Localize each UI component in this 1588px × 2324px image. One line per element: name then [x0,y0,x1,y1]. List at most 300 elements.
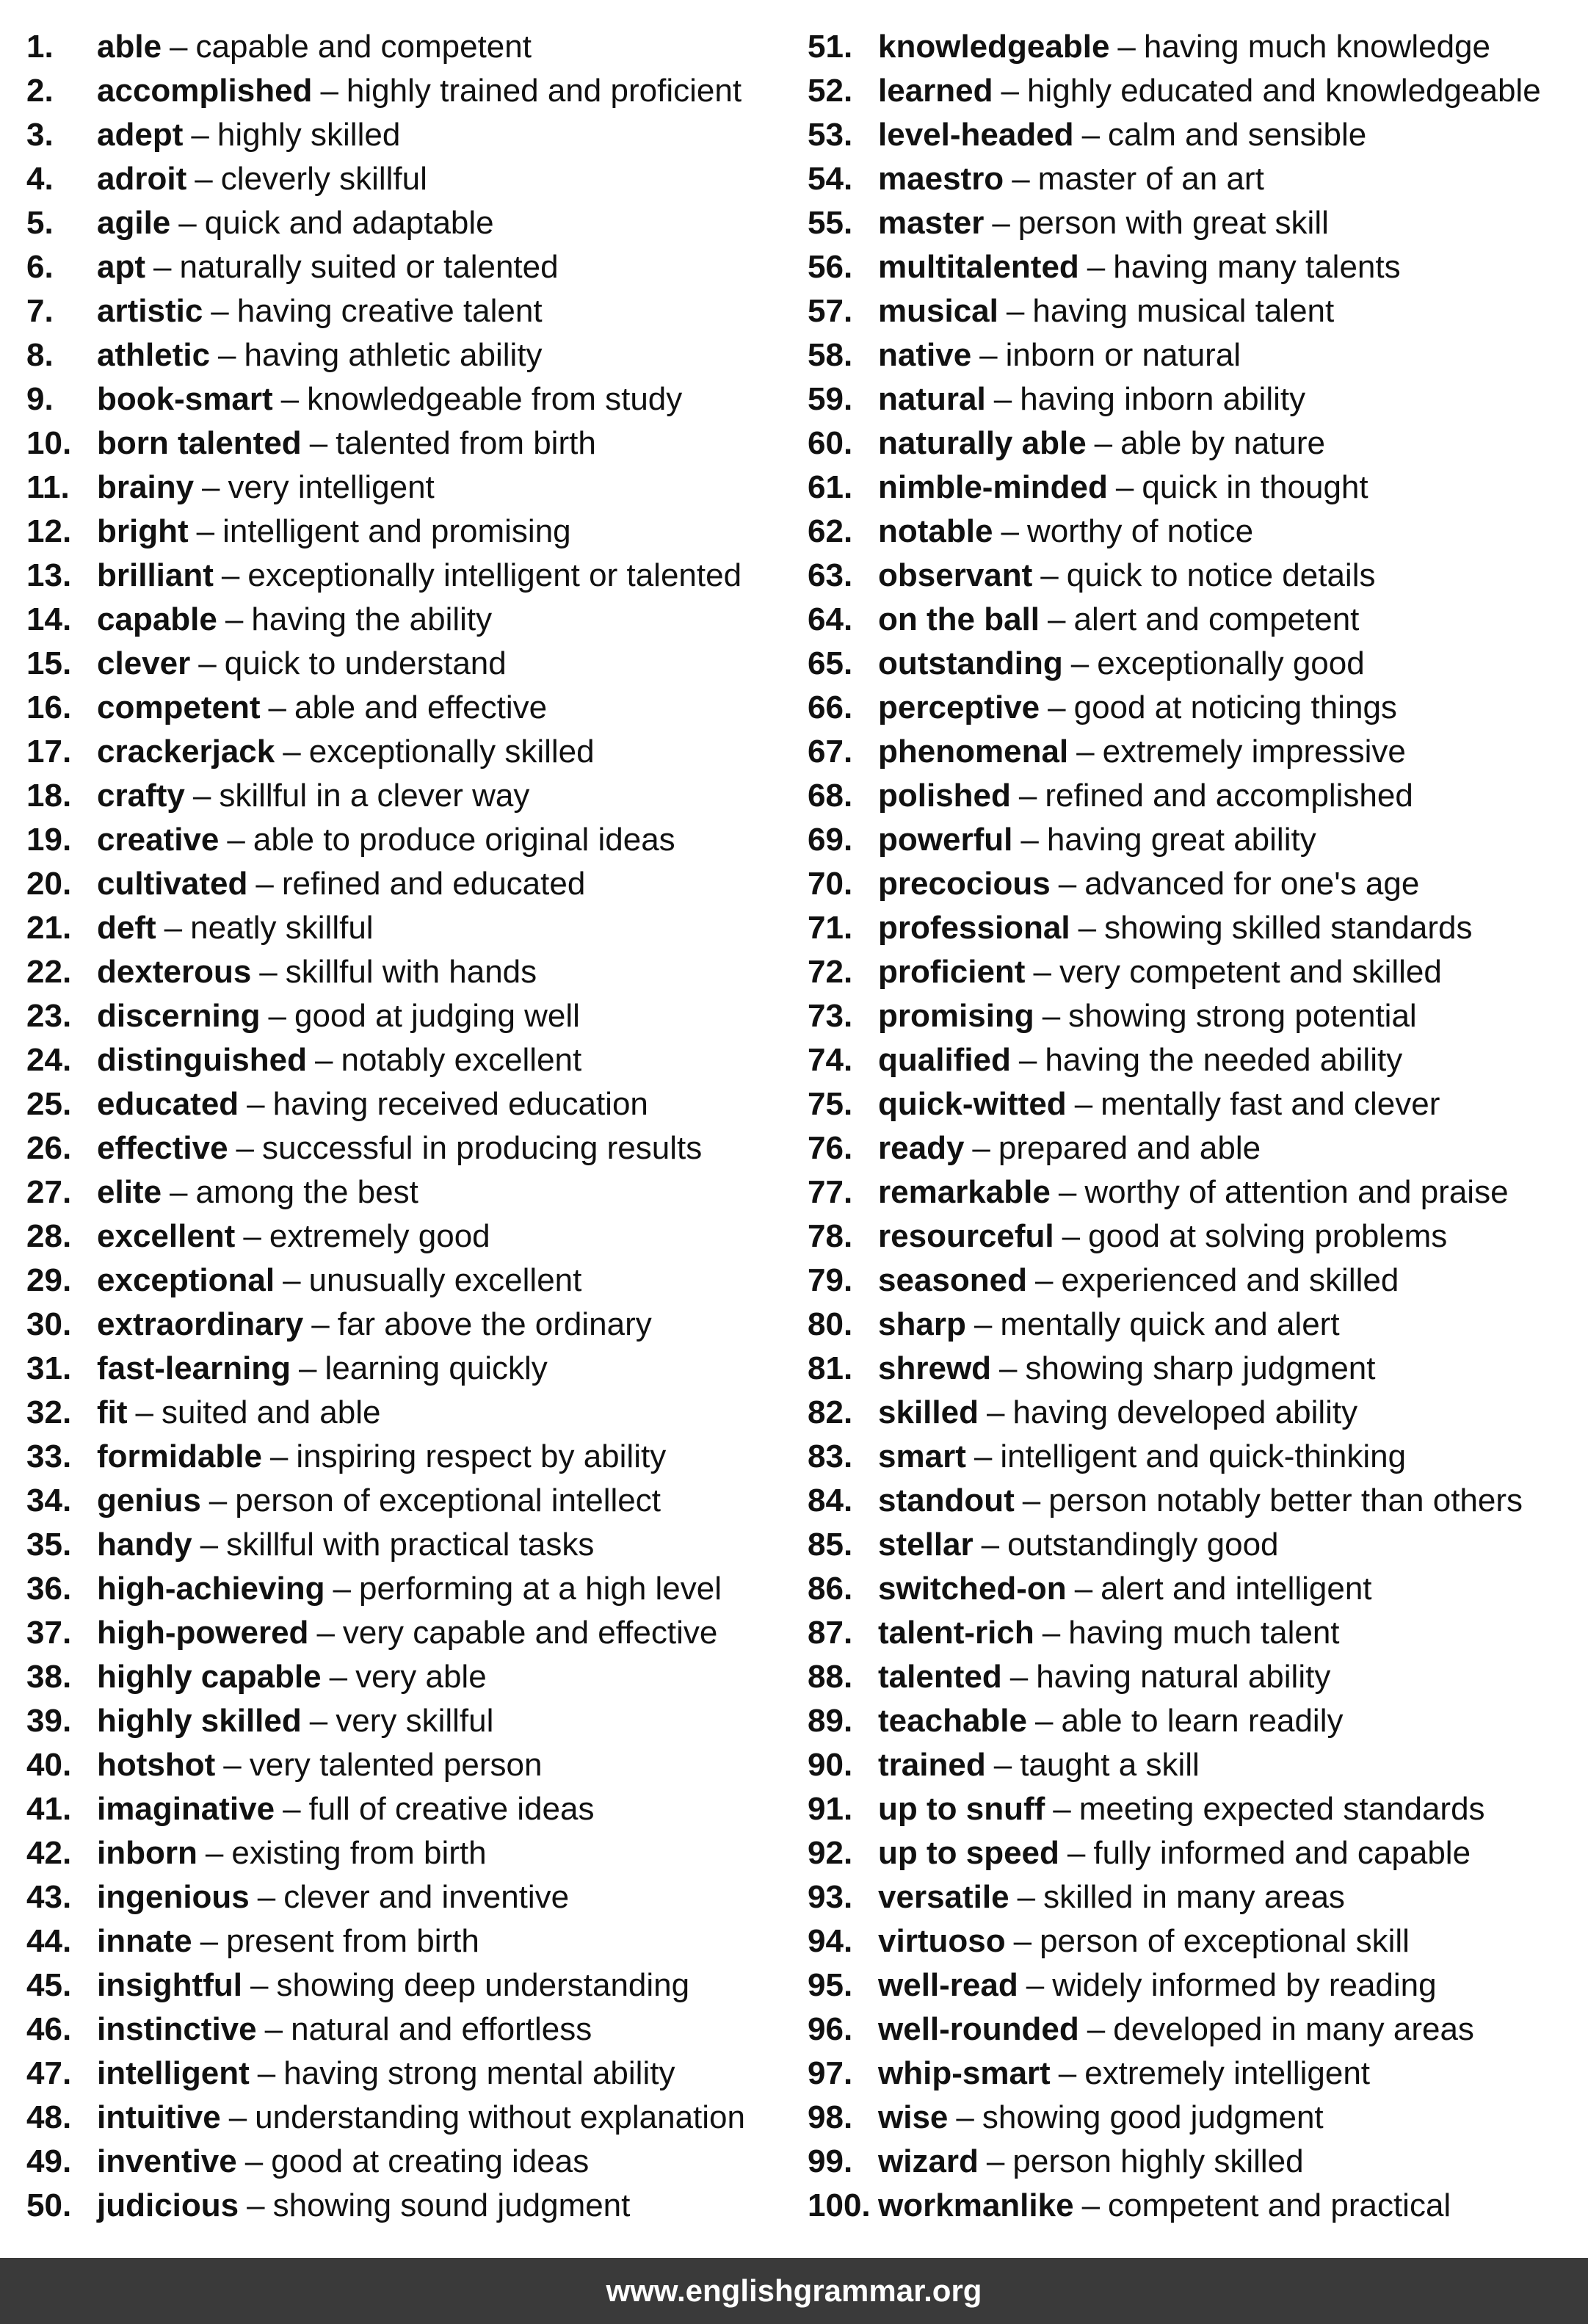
list-item [26,598,790,642]
entry-separator: – [1062,1218,1081,1254]
entry-term: inborn [97,1835,197,1871]
entry-separator: – [1081,2187,1101,2223]
entry-separator: – [178,205,197,241]
entry-definition: able to learn readily [1061,1703,1344,1739]
entry-separator: – [1020,822,1039,858]
list-item [26,1347,790,1391]
entry-definition: performing at a high level [358,1571,722,1607]
entry-text [97,245,559,289]
entry-text [97,1170,418,1215]
entry-term: competent [97,689,261,725]
entry-term: effective [97,1130,228,1166]
entry-term: innate [97,1923,192,1959]
entry-number: 5. [26,205,54,241]
word-list-left-column [26,25,790,2228]
entry-term: ready [878,1130,965,1166]
entry-text [97,1479,661,1523]
entry-separator: – [1042,998,1061,1034]
entry-definition: person of exceptional intellect [235,1483,661,1518]
entry-term: native [878,337,972,373]
entry-definition: highly educated and knowledgeable [1027,73,1541,109]
entry-number: 56. [808,249,853,285]
list-item [808,1259,1571,1303]
entry-separator: – [1053,1791,1071,1827]
list-item [808,289,1571,333]
entry-separator: – [992,205,1010,241]
entry-definition: having musical talent [1032,293,1335,329]
entry-text [97,1567,722,1611]
entry-text [878,1391,1357,1435]
entry-number: 36. [26,1571,72,1607]
entry-definition: talented from birth [336,425,596,461]
entry-definition: fully informed and capable [1093,1835,1471,1871]
entry-number: 58. [808,337,853,373]
entry-text [878,1479,1523,1523]
list-item [26,1655,790,1699]
footer-website-link[interactable]: www.englishgrammar.org [606,2273,982,2308]
entry-term: quick-witted [878,1086,1067,1122]
entry-separator: – [247,2187,265,2223]
list-item [808,421,1571,466]
entry-definition: highly skilled [217,117,401,153]
entry-separator: – [1018,778,1037,814]
entry-term: outstanding [878,645,1063,681]
entry-text [878,906,1473,950]
entry-definition: having the needed ability [1045,1042,1403,1078]
entry-text [878,950,1442,994]
entry-separator: – [244,2143,264,2179]
entry-text [97,1743,542,1787]
entry-term: phenomenal [878,734,1069,770]
entry-definition: alert and intelligent [1101,1571,1372,1607]
entry-separator: – [218,337,236,373]
entry-text [878,1787,1485,1831]
entry-separator: – [315,1042,333,1078]
entry-text [97,25,532,69]
entry-definition: natural and effortless [291,2011,592,2047]
entry-term: virtuoso [878,1923,1006,1959]
entry-term: born talented [97,425,302,461]
list-item [808,950,1571,994]
list-item [26,2184,790,2228]
entry-term: versatile [878,1879,1009,1915]
entry-text [97,1831,487,1875]
entry-number: 98. [808,2099,853,2135]
entry-term: insightful [97,1967,242,2003]
entry-definition: refined and accomplished [1045,778,1413,814]
list-item [808,2052,1571,2096]
entry-definition: good at creating ideas [271,2143,590,2179]
entry-separator: – [227,822,245,858]
entry-term: talented [878,1659,1002,1695]
entry-term: highly capable [97,1659,322,1695]
entry-number: 83. [808,1438,853,1474]
entry-text [878,2096,1324,2140]
entry-definition: very skillful [336,1703,494,1739]
entry-separator: – [1013,1923,1032,1959]
entry-text [97,289,543,333]
entry-definition: experienced and skilled [1061,1262,1399,1298]
list-item [808,862,1571,906]
list-item [808,1347,1571,1391]
list-item [808,686,1571,730]
entry-separator: – [1087,249,1106,285]
list-item [808,1919,1571,1963]
list-item [808,1215,1571,1259]
entry-term: adept [97,117,184,153]
entry-separator: – [202,469,220,505]
entry-definition: unusually excellent [308,1262,582,1298]
entry-definition: suited and able [162,1394,381,1430]
entry-number: 61. [808,469,853,505]
entry-number: 73. [808,998,853,1034]
entry-number: 75. [808,1086,853,1122]
entry-definition: inborn or natural [1005,337,1241,373]
entry-number: 26. [26,1130,72,1166]
entry-separator: – [1094,425,1113,461]
list-item [26,1303,790,1347]
entry-number: 89. [808,1703,853,1739]
entry-separator: – [309,425,328,461]
entry-term: extraordinary [97,1306,304,1342]
list-item [26,730,790,774]
entry-separator: – [1076,734,1095,770]
entry-definition: able and effective [294,689,548,725]
entry-term: genius [97,1483,201,1518]
entry-definition: present from birth [226,1923,479,1959]
entry-definition: clever and inventive [283,1879,570,1915]
entry-definition: outstandingly good [1007,1527,1279,1563]
entry-text [97,1875,569,1919]
entry-number: 72. [808,954,853,990]
entry-term: accomplished [97,73,313,109]
entry-separator: – [333,1571,351,1607]
entry-separator: – [1067,1835,1086,1871]
entry-number: 11. [26,469,70,505]
list-item [26,1567,790,1611]
entry-text [878,774,1413,818]
entry-definition: extremely impressive [1102,734,1406,770]
entry-text [878,2140,1304,2184]
entry-term: precocious [878,866,1051,902]
list-item [26,466,790,510]
entry-definition: exceptionally good [1097,645,1365,681]
entry-text [97,421,596,466]
list-item [808,69,1571,113]
entry-separator: – [1058,866,1077,902]
entry-definition: very intelligent [228,469,435,505]
entry-text [97,201,494,245]
list-item [26,1259,790,1303]
list-item [808,113,1571,157]
entry-separator: – [225,601,244,637]
entry-separator: – [1074,1086,1093,1122]
entry-definition: skilled in many areas [1043,1879,1345,1915]
entry-number: 4. [26,161,54,197]
entry-definition: having many talents [1113,249,1401,285]
footer-banner [0,2258,1588,2324]
entry-term: well-rounded [878,2011,1079,2047]
entry-separator: – [192,778,211,814]
entry-text [97,1787,594,1831]
entry-number: 90. [808,1747,853,1783]
entry-separator: – [999,1350,1018,1386]
entry-definition: prepared and able [998,1130,1261,1166]
entry-separator: – [200,1527,219,1563]
entry-number: 57. [808,293,853,329]
entry-separator: – [257,1879,276,1915]
entry-number: 86. [808,1571,853,1607]
entry-number: 39. [26,1703,72,1739]
entry-number: 80. [808,1306,853,1342]
entry-term: capable [97,601,217,637]
entry-term: highly skilled [97,1703,302,1739]
entry-definition: skillful in a clever way [219,778,530,814]
entry-text [97,1259,581,1303]
entry-term: fit [97,1394,128,1430]
list-item [26,2052,790,2096]
list-item [808,554,1571,598]
entry-number: 15. [26,645,72,681]
list-item [808,1038,1571,1082]
entry-term: skilled [878,1394,979,1430]
entry-text [878,113,1366,157]
entry-text [97,1655,487,1699]
entry-term: master [878,205,985,241]
entry-separator: – [1040,557,1059,593]
entry-separator: – [228,2099,247,2135]
entry-definition: notably excellent [341,1042,582,1078]
entry-definition: calm and sensible [1108,117,1367,153]
list-item [808,201,1571,245]
entry-text [878,1259,1399,1303]
list-item [26,2096,790,2140]
entry-number: 34. [26,1483,72,1518]
list-item [26,69,790,113]
entry-definition: among the best [195,1174,418,1210]
list-item [808,1699,1571,1743]
entry-definition: skillful with hands [285,954,537,990]
list-item [26,1699,790,1743]
entry-separator: – [1070,645,1090,681]
entry-definition: skillful with practical tasks [226,1527,595,1563]
list-item [26,1523,790,1567]
entry-text [97,1347,548,1391]
entry-text [97,333,543,377]
entry-term: naturally able [878,425,1087,461]
entry-number: 44. [26,1923,72,1959]
entry-term: dexterous [97,954,252,990]
list-item [808,510,1571,554]
entry-term: able [97,29,162,65]
entry-text [97,157,427,201]
entry-definition: able to produce original ideas [253,822,675,858]
list-item [26,157,790,201]
entry-number: 29. [26,1262,72,1298]
entry-separator: – [1081,117,1101,153]
entry-text [878,686,1397,730]
entry-term: natural [878,381,986,417]
entry-text [878,598,1359,642]
list-item [26,1435,790,1479]
list-item [26,25,790,69]
entry-separator: – [320,73,338,109]
entry-separator: – [1034,1703,1054,1739]
entry-separator: – [1048,601,1066,637]
entry-number: 12. [26,513,72,549]
entry-text [878,245,1401,289]
entry-text [97,1963,689,2008]
entry-separator: – [221,557,240,593]
entry-definition: person notably better than others [1048,1483,1523,1518]
entry-definition: showing deep understanding [276,1967,690,2003]
entry-separator: – [170,29,188,65]
entry-term: instinctive [97,2011,257,2047]
entry-separator: – [250,1967,269,2003]
entry-number: 52. [808,73,853,109]
entry-separator: – [993,1747,1012,1783]
entry-number: 78. [808,1218,853,1254]
entry-text [878,554,1375,598]
entry-separator: – [1048,689,1066,725]
entry-separator: – [1078,910,1097,946]
entry-number: 45. [26,1967,72,2003]
list-item [808,1435,1571,1479]
entry-separator: – [1074,1571,1093,1607]
entry-definition: showing skilled standards [1104,910,1473,946]
entry-separator: – [280,381,300,417]
list-item [26,421,790,466]
list-item [808,1082,1571,1126]
entry-definition: having the ability [251,601,493,637]
list-item [808,1787,1571,1831]
entry-term: up to speed [878,1835,1059,1871]
entry-number: 21. [26,910,72,946]
entry-separator: – [1001,513,1019,549]
entry-number: 49. [26,2143,72,2179]
entry-number: 10. [26,425,72,461]
list-item [26,1215,790,1259]
entry-term: observant [878,557,1033,593]
list-item [808,1391,1571,1435]
entry-separator: – [223,1747,242,1783]
list-item [808,774,1571,818]
entry-definition: showing good judgment [982,2099,1324,2135]
entry-term: workmanlike [878,2187,1074,2223]
entry-number: 1. [26,29,54,65]
entry-number: 64. [808,601,853,637]
entry-term: nimble-minded [878,469,1108,505]
entry-text [878,333,1241,377]
entry-text [878,69,1541,113]
entry-term: clever [97,645,191,681]
entry-text [878,2052,1370,2096]
entry-term: distinguished [97,1042,307,1078]
entry-text [878,1038,1402,1082]
list-item [26,201,790,245]
entry-term: whip-smart [878,2055,1051,2091]
list-item [26,1479,790,1523]
entry-number: 16. [26,689,72,725]
entry-separator: – [1115,469,1134,505]
entry-number: 43. [26,1879,72,1915]
entry-definition: very talented person [249,1747,543,1783]
entry-text [97,994,580,1038]
entry-number: 47. [26,2055,72,2091]
entry-text [97,1699,493,1743]
list-item [26,1919,790,1963]
entry-number: 54. [808,161,853,197]
entry-definition: intelligent and promising [222,513,571,549]
entry-text [97,774,529,818]
entry-term: hotshot [97,1747,216,1783]
entry-text [878,642,1365,686]
entry-text [878,466,1368,510]
entry-separator: – [309,1703,328,1739]
entry-term: well-read [878,1967,1018,2003]
entry-text [97,1215,490,1259]
entry-definition: highly trained and proficient [346,73,742,109]
list-item [26,554,790,598]
entry-number: 95. [808,1967,853,2003]
entry-term: apt [97,249,145,285]
entry-definition: having creative talent [236,293,543,329]
entry-number: 81. [808,1350,853,1386]
list-item [808,994,1571,1038]
entry-text [878,377,1305,421]
entry-text [97,730,595,774]
entry-text [878,1126,1261,1170]
entry-text [878,1831,1471,1875]
entry-definition: competent and practical [1108,2187,1451,2223]
entry-term: crackerjack [97,734,275,770]
entry-text [878,157,1264,201]
list-item [808,2140,1571,2184]
entry-number: 2. [26,73,54,109]
entry-number: 74. [808,1042,853,1078]
list-item [26,1611,790,1655]
entry-definition: quick in thought [1142,469,1368,505]
entry-term: wise [878,2099,949,2135]
entry-text [878,201,1329,245]
entry-number: 63. [808,557,853,593]
entry-text [97,2008,592,2052]
entry-text [878,1347,1375,1391]
list-item [26,1743,790,1787]
entry-term: smart [878,1438,966,1474]
list-item [26,1082,790,1126]
list-item [808,1655,1571,1699]
entry-separator: – [1034,1262,1054,1298]
entry-text [97,1303,652,1347]
list-item [26,1875,790,1919]
entry-number: 59. [808,381,853,417]
entry-term: sharp [878,1306,966,1342]
list-item [808,1611,1571,1655]
entry-term: up to snuff [878,1791,1045,1827]
entry-term: wizard [878,2143,979,2179]
entry-definition: having natural ability [1036,1659,1331,1695]
entry-separator: – [299,1350,317,1386]
entry-number: 92. [808,1835,853,1871]
entry-separator: – [236,1130,255,1166]
entry-separator: – [268,998,286,1034]
entry-separator: – [1001,73,1019,109]
entry-number: 76. [808,1130,853,1166]
entry-text [878,1170,1509,1215]
entry-separator: – [1042,1615,1061,1651]
entry-text [878,510,1253,554]
